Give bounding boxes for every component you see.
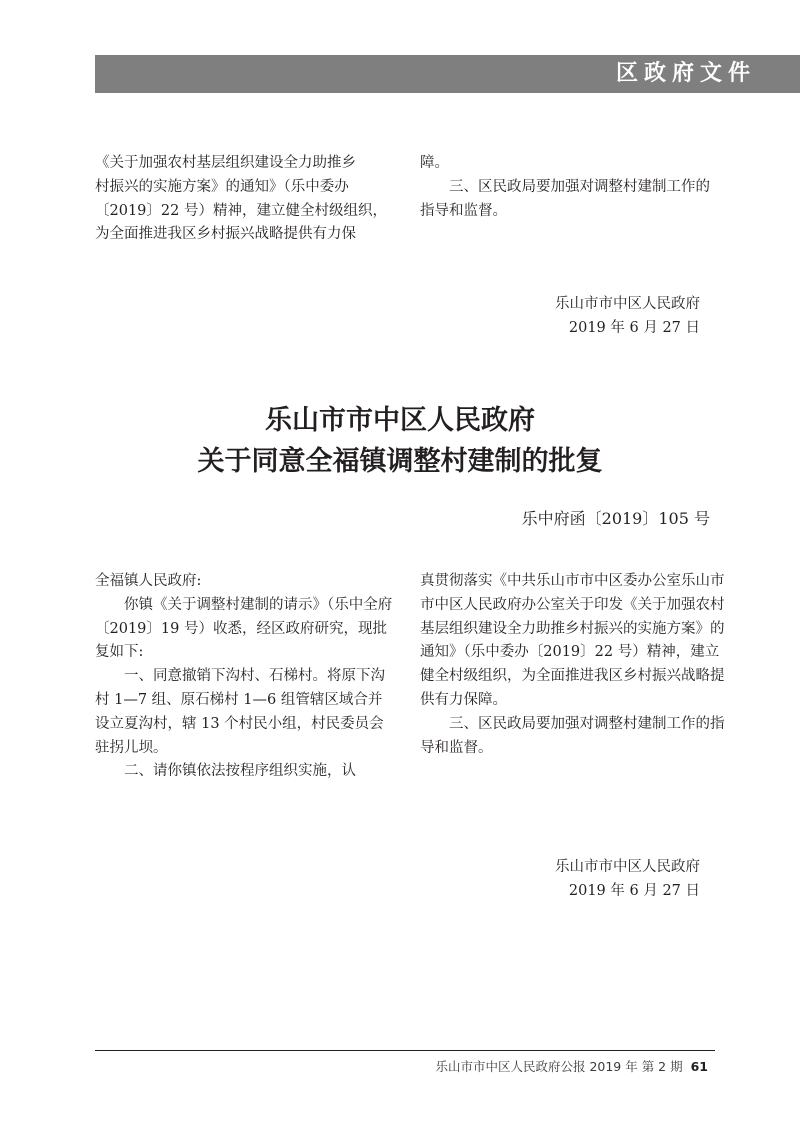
text-line: 〔2019〕22 号）精神，建立健全村级组织， xyxy=(95,202,387,219)
page-footer xyxy=(435,1057,708,1077)
addressee: 全福镇人民政府: xyxy=(95,573,202,589)
signature-org: 乐山市市中区人民政府 xyxy=(555,859,700,875)
paragraph: 三、区民政局要加强对调整村建制工作的指导和监督。 xyxy=(420,178,710,219)
paragraph: 一、同意撤销下沟村、石梯村。将原下沟村 1—7 组、原石梯村 1—6 组管辖区域合并设立夏沟村，辖 13 个村民小组，村民委员会驻拐儿坝。 xyxy=(95,668,385,756)
document-title xyxy=(95,400,705,482)
prev-doc-left-column xyxy=(95,152,395,247)
footer-divider xyxy=(95,1050,715,1051)
publication-name: 乐山市市中区人民政府公报 2019 年 第 2 期 xyxy=(435,1059,683,1074)
paragraph: 障。 xyxy=(420,155,449,171)
document-number: 乐中府函〔2019〕105 号 xyxy=(521,509,710,528)
signature-date: 2019 年 6 月 27 日 xyxy=(568,320,700,336)
signature-org: 乐山市市中区人民政府 xyxy=(555,296,700,312)
text-line: 为全面推进我区乡村振兴战略提供有力保 xyxy=(95,226,356,243)
doc-left-column xyxy=(95,570,395,784)
title-line-1: 乐山市市中区人民政府 xyxy=(265,405,535,436)
page-number: 61 xyxy=(690,1059,708,1074)
doc-right-column xyxy=(420,570,725,760)
text-line: 《关于加强农村基层组织建设全力助推乡 xyxy=(95,155,356,171)
doc-signature xyxy=(555,855,700,903)
text-line: 村振兴的实施方案》的通知》（乐中委办 xyxy=(95,178,349,195)
signature-date: 2019 年 6 月 27 日 xyxy=(568,883,700,899)
header-band xyxy=(95,55,800,93)
section-title: 区政府文件 xyxy=(615,61,756,86)
paragraph: 二、请你镇依法按程序组织实施，认 xyxy=(124,763,356,780)
prev-doc-signature xyxy=(555,292,700,340)
title-line-2: 关于同意全福镇调整村建制的批复 xyxy=(197,446,603,477)
paragraph: 真贯彻落实《中共乐山市市中区委办公室乐山市市中区人民政府办公室关于印发《关于加强农村基层组织建设全力助推乡村振兴的实施方案》的通知》（乐中委办〔2019〕22 号）精神，建立健全村级组织，为全面推进我区乡村振兴战略提供有力保障。 xyxy=(420,573,725,708)
paragraph: 三、区民政局要加强对调整村建制工作的指导和监督。 xyxy=(420,715,725,756)
paragraph: 你镇《关于调整村建制的请示》（乐中全府〔2019〕19 号）收悉，经区政府研究，现批复如下: xyxy=(95,596,393,661)
prev-doc-right-column xyxy=(420,152,720,223)
